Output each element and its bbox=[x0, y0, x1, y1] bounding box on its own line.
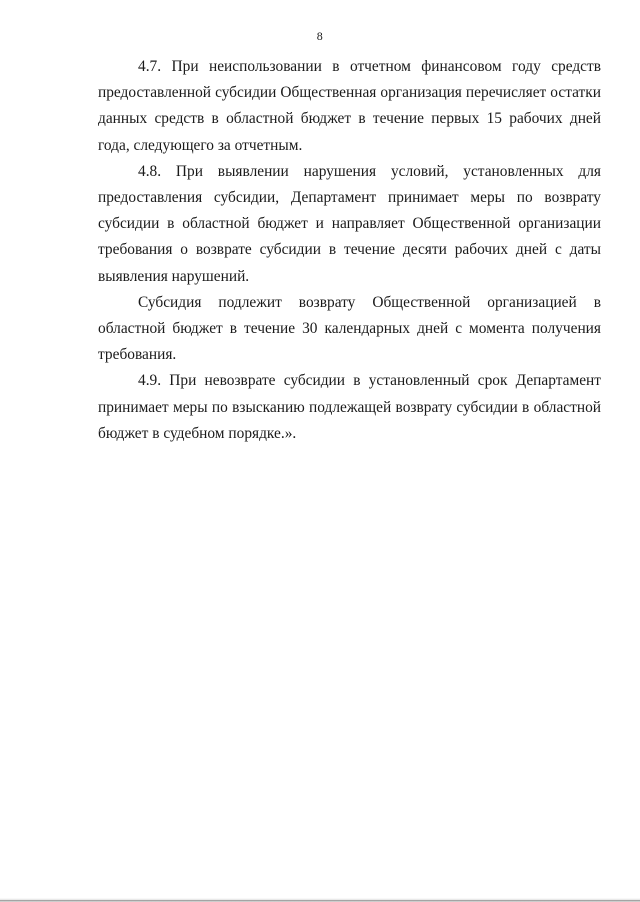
paragraph-4-7: 4.7. При неиспользовании в отчетном финансовом году средств предоставленной субсидии Общественная организация перечисляет остатки данных средств в областной бюджет в течение первых 15 рабочих дней года, следующего за отчетным. bbox=[98, 58, 601, 154]
page-number: 8 bbox=[316, 29, 324, 43]
paragraph-subsidy-return: Субсидия подлежит возврату Общественной организацией в областной бюджет в течение 30 календарных дней с момента получения требования. bbox=[98, 293, 601, 364]
paragraph-4-8: 4.8. При выявлении нарушения условий, установленных для предоставления субсидии, Департамент принимает меры по возврату субсидии в областной бюджет и направляет Общественной организации требования о возврате субсидии в течение десяти рабочих дней с даты выявления нарушений. bbox=[98, 162, 601, 285]
paragraph-4-9: 4.9. При невозврате субсидии в установленный срок Департамент принимает меры по взысканию подлежащей возврату субсидии в областной бюджет в судебном порядке.». bbox=[98, 372, 601, 442]
document-body bbox=[98, 54, 601, 447]
scan-bottom-edge-shadow bbox=[0, 898, 640, 902]
